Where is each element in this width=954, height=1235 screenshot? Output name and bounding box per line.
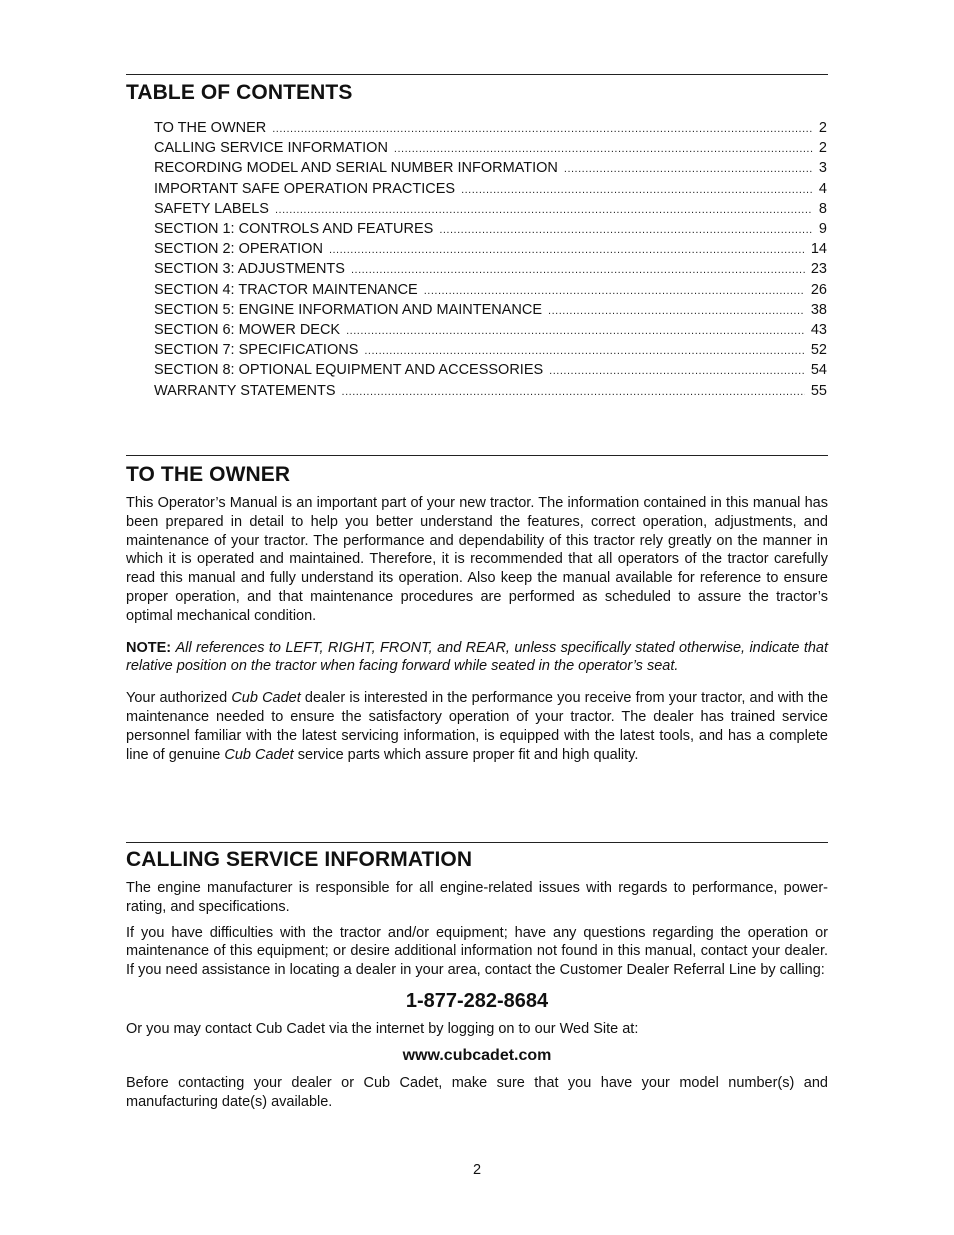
toc-entry[interactable]: [154, 340, 827, 360]
owner-paragraph: This Operator’s Manual is an important part of your new tractor. The information contained in this manual has been prepared in detail to help you better understand the features, correct operation, adjustments, and maintenance of your tractor. The performance and dependability of this tractor rely greatly on the manner in which it is operated and maintained. Therefore, it is recommended that all operators of the tractor carefully read this manual and fully understand its operation. Also keep the manual available for reference to ensure proper operation, and that maintenance procedures are performed as scheduled to assure the tractor’s optimal mechanical condition.: [126, 495, 828, 624]
toc-entry-label: SECTION 6: MOWER DECK: [154, 321, 341, 338]
table-of-contents-section: [126, 74, 828, 401]
toc-entry[interactable]: [154, 259, 827, 279]
before-contacting-paragraph: Before contacting your dealer or Cub Cadet, make sure that you have your model number(s) and manufacturing date(s) available.: [126, 1074, 828, 1110]
toc-entry-label: SECTION 7: SPECIFICATIONS: [154, 342, 359, 359]
toc-entry-label: SECTION 5: ENGINE INFORMATION AND MAINTENANCE: [154, 301, 543, 318]
toc-entry-page: 38: [810, 301, 827, 318]
toc-dot-leader: [329, 240, 805, 259]
brand-name: Cub Cadet: [231, 690, 301, 707]
toc-entry[interactable]: [154, 118, 827, 138]
toc-dot-leader: [351, 260, 805, 279]
toc-entry-page: 4: [818, 180, 827, 197]
toc-entry-label: SECTION 8: OPTIONAL EQUIPMENT AND ACCESSORIES: [154, 362, 544, 379]
toc-entry-page: 2: [818, 140, 827, 157]
toc-entry-page: 43: [810, 321, 827, 338]
dealer-paragraph: [126, 689, 828, 764]
toc-entry-label: WARRANTY STATEMENTS: [154, 382, 336, 399]
internet-paragraph: Or you may contact Cub Cadet via the internet by logging on to our Wed Site at:: [126, 1021, 639, 1038]
toc-entry[interactable]: [154, 158, 827, 178]
toc-dot-leader: [342, 382, 805, 401]
toc-entry[interactable]: [154, 179, 827, 199]
toc-entry[interactable]: [154, 199, 827, 219]
brand-name: Cub Cadet: [224, 746, 294, 763]
toc-dot-leader: [549, 361, 805, 380]
toc-entry[interactable]: [154, 280, 827, 300]
toc-entry[interactable]: [154, 381, 827, 401]
toc-entry-label: SECTION 2: OPERATION: [154, 241, 323, 258]
toc-entry-label: IMPORTANT SAFE OPERATION PRACTICES: [154, 180, 456, 197]
website-url[interactable]: www.cubcadet.com: [402, 1046, 552, 1064]
toc-entry-label: SECTION 1: CONTROLS AND FEATURES: [154, 221, 434, 238]
toc-entry[interactable]: [154, 300, 827, 320]
toc-entry-page: 54: [810, 362, 827, 379]
toc-entry-page: 55: [810, 382, 827, 399]
toc-entry-label: RECORDING MODEL AND SERIAL NUMBER INFORMATION: [154, 160, 558, 177]
owner-title: TO THE OWNER: [126, 463, 291, 486]
toc-dot-leader: [564, 159, 813, 178]
toc-dot-leader: [394, 139, 813, 158]
calling-title: CALLING SERVICE INFORMATION: [126, 848, 473, 871]
calling-service-section: [126, 842, 828, 1111]
dealer-text-1: Your authorized: [126, 690, 232, 707]
toc-entry-page: 3: [818, 160, 827, 177]
section-divider: [126, 455, 828, 456]
toc-entry-label: SECTION 4: TRACTOR MAINTENANCE: [154, 281, 418, 298]
toc-dot-leader: [364, 341, 804, 360]
note-label: NOTE:: [126, 639, 172, 656]
toc-entry-label: SAFETY LABELS: [154, 200, 269, 217]
note-text: All references to LEFT, RIGHT, FRONT, and REAR, unless specifically stated otherwise, indicate that relative position on the tractor when facing forward while seated in the operator’s seat.: [126, 639, 829, 675]
toc-dot-leader: [439, 220, 813, 239]
toc-list: [154, 118, 827, 401]
engine-paragraph: The engine manufacturer is responsible for all engine-related issues with regards to performance, power-rating, and specifications.: [126, 880, 828, 915]
to-the-owner-section: [126, 455, 828, 764]
section-divider: [126, 74, 828, 75]
toc-entry[interactable]: [154, 320, 827, 340]
toc-dot-leader: [275, 200, 813, 219]
toc-entry[interactable]: [154, 360, 827, 380]
dealer-text-2: dealer is interested in the performance you receive from your tractor, and with the maintenance needed to ensure the satisfactory operation of your tractor. The dealer has trained service personnel familiar with the latest servicing information, is equipped with the latest tools, and has a complete line of genuine: [126, 690, 829, 763]
section-divider: [126, 842, 828, 843]
toc-entry[interactable]: [154, 138, 827, 158]
note-paragraph: [126, 639, 828, 677]
toc-entry-page: 8: [818, 200, 827, 217]
difficulties-paragraph: If you have difficulties with the tractor and/or equipment; have any questions regarding the operation or maintenance of this equipment; or desire additional information not found in this manual, contact your dealer. If you need assistance in locating a dealer in your area, contact the Customer Dealer Referral Line by calling:: [126, 924, 828, 979]
toc-dot-leader: [346, 321, 805, 340]
toc-entry-label: SECTION 3: ADJUSTMENTS: [154, 261, 345, 278]
toc-entry-page: 52: [810, 342, 827, 359]
toc-entry-page: 9: [818, 221, 827, 238]
toc-entry-page: 14: [810, 241, 827, 258]
toc-dot-leader: [548, 301, 805, 320]
toc-entry-page: 26: [810, 281, 827, 298]
toc-dot-leader: [424, 281, 805, 300]
toc-entry-page: 23: [810, 261, 827, 278]
toc-entry-label: TO THE OWNER: [154, 120, 267, 137]
toc-entry[interactable]: [154, 239, 827, 259]
toc-title: TABLE OF CONTENTS: [126, 81, 353, 104]
toc-entry-page: 2: [818, 120, 827, 137]
dealer-text-3: service parts which assure proper fit and high quality.: [293, 746, 639, 763]
toc-entry[interactable]: [154, 219, 827, 239]
toc-entry-label: CALLING SERVICE INFORMATION: [154, 140, 388, 157]
page-number: 2: [472, 1162, 482, 1178]
toc-dot-leader: [461, 180, 813, 199]
toc-dot-leader: [272, 119, 813, 138]
phone-number: 1-877-282-8684: [405, 990, 549, 1013]
